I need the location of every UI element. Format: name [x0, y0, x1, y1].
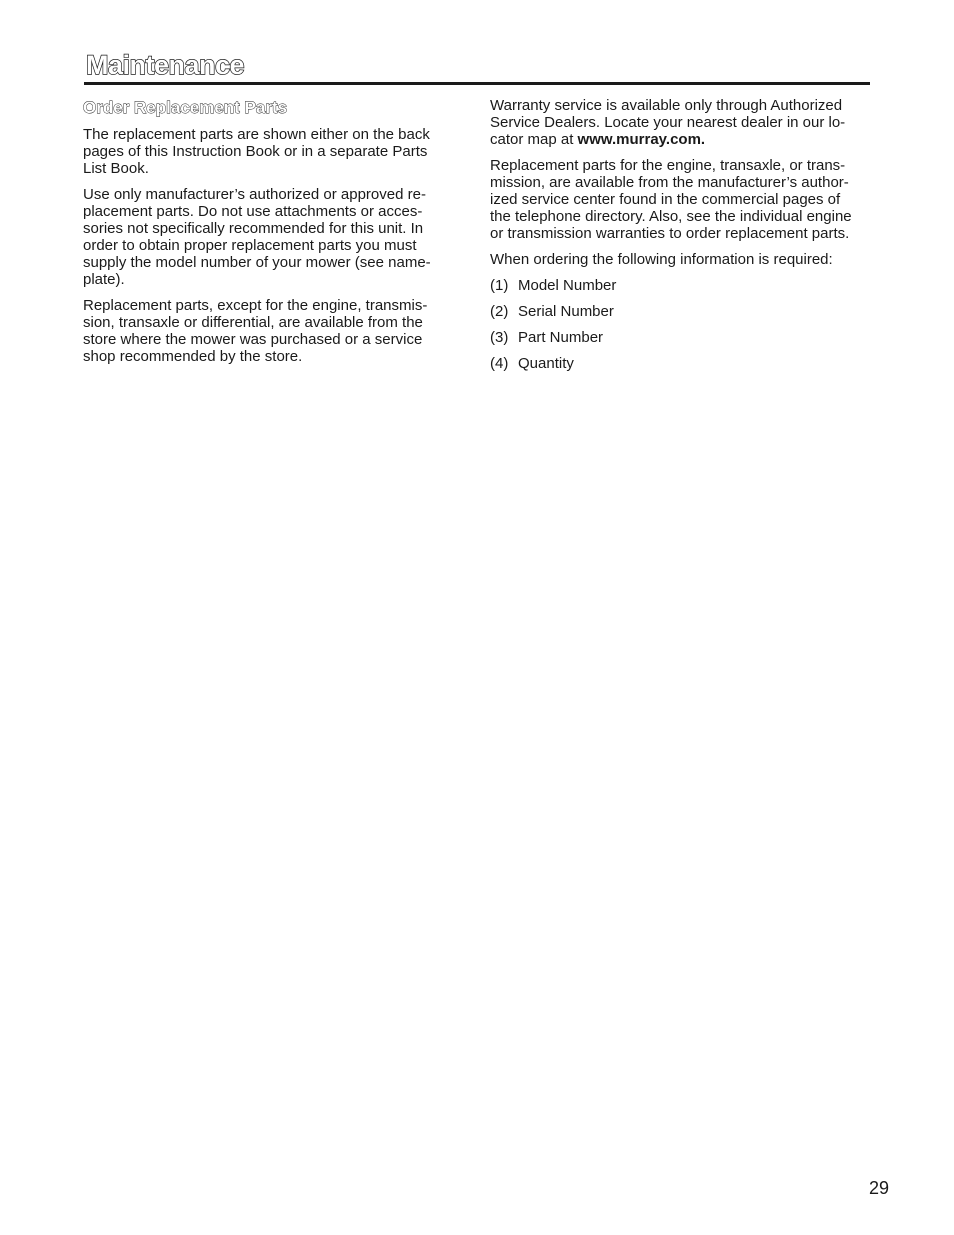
list-item-label: Model Number — [518, 277, 617, 294]
list-item — [490, 277, 865, 294]
list-item-number: (4) — [490, 355, 509, 372]
list-item-label: Part Number — [518, 329, 604, 346]
paragraph-parts-location: The replacement parts are shown either on the back pages of this Instruction Book or in a separate Parts List Book. — [83, 126, 430, 177]
list-item-label: Quantity — [518, 355, 574, 372]
paragraph-parts-availability: Replacement parts, except for the engine, transmis- sion, transaxle or differential, are available from the store where the mower was purchased or a service shop recommended by the store. — [83, 297, 428, 365]
murray-website-link[interactable]: www.murray.com. — [577, 131, 706, 148]
list-item — [490, 303, 865, 320]
warranty-text: Warranty service is available only through Authorized Service Dealers. Locate your nearest dealer in our lo- cator map at — [490, 97, 846, 148]
paragraph-ordering-info: When ordering the following information is required: — [490, 251, 833, 268]
required-info-list — [490, 277, 865, 372]
left-column — [83, 97, 443, 374]
paragraph-warranty-service — [490, 97, 865, 148]
section-heading-order-parts: Order Replacement Parts — [83, 98, 288, 117]
paragraph-authorized-parts: Use only manufacturer’s authorized or approved re- placement parts. Do not use attachments or acces- sories not specifically recommended for this unit. In order to obtain proper replacement parts you must supply the model number of your mower (see name- plate). — [83, 186, 431, 288]
page-title: Maintenance — [86, 50, 245, 80]
page-number: 29 — [869, 1178, 890, 1198]
list-item-label: Serial Number — [518, 303, 614, 320]
list-item-number: (3) — [490, 329, 509, 346]
list-item-number: (2) — [490, 303, 509, 320]
title-rule — [84, 82, 870, 85]
list-item — [490, 329, 865, 346]
right-column — [490, 97, 865, 381]
list-item — [490, 355, 865, 372]
paragraph-engine-parts: Replacement parts for the engine, transaxle, or trans- mission, are available from the manufacturer’s author- ized service center found in the commercial pages of the telephone directory. Also, see the individual engine or transmission warranties to order replacement parts. — [490, 157, 852, 242]
list-item-number: (1) — [490, 277, 509, 294]
